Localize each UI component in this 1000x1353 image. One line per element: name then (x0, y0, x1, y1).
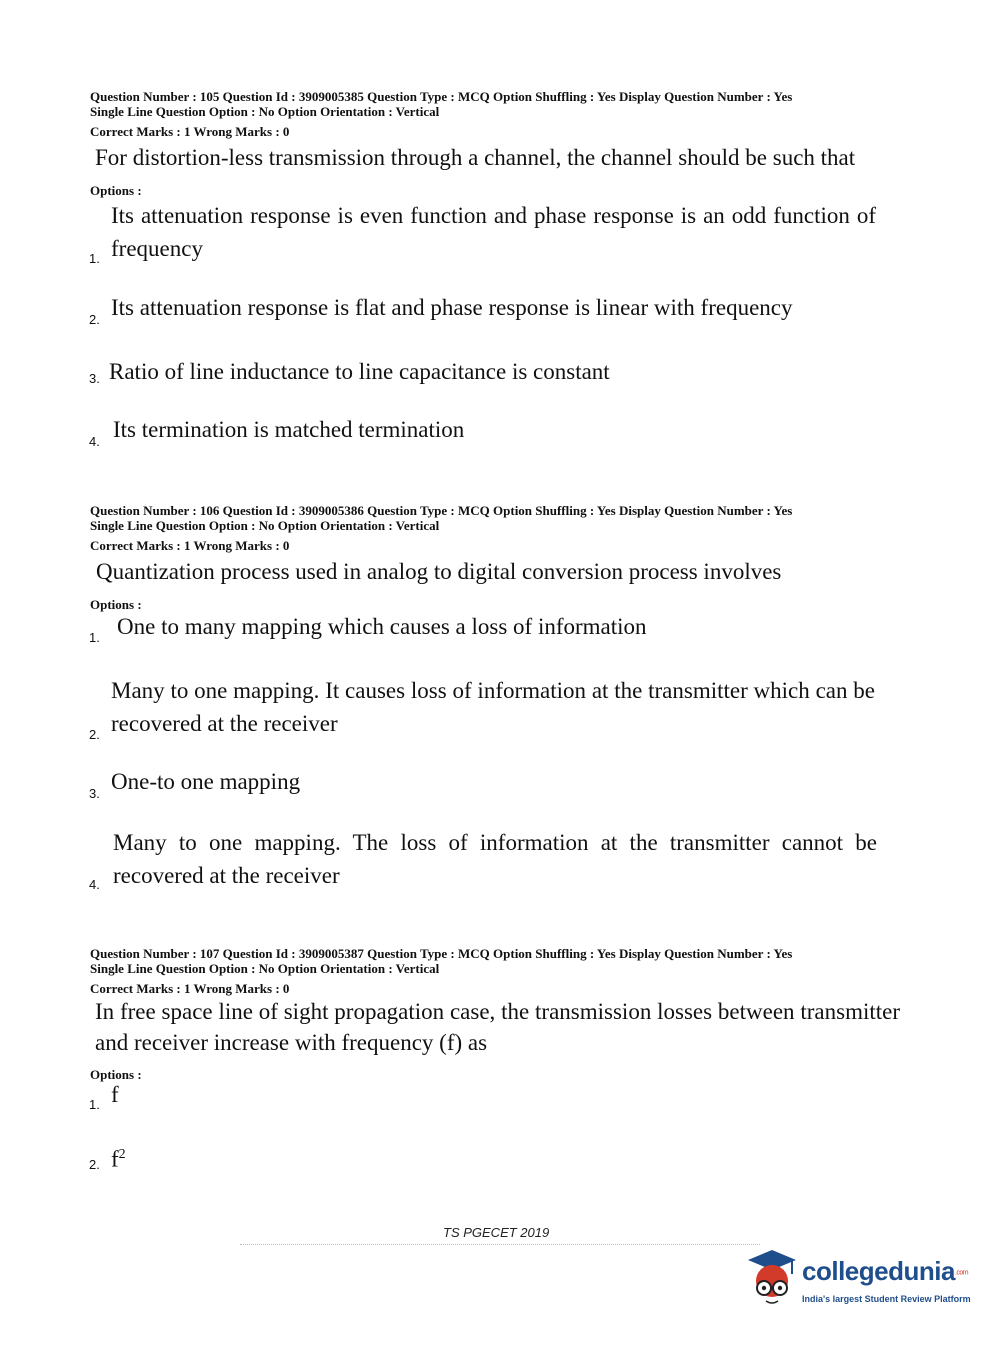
question-meta-line1: Question Number : 107 Question Id : 3909005387 Question Type : MCQ Option Shuffling : Yes Display Question Number : Yes (90, 946, 793, 961)
question-meta-line2: Single Line Question Option : No Option Orientation : Vertical (90, 518, 440, 533)
option-text: Its attenuation response is even function and phase response is an odd function of frequency (111, 203, 876, 261)
footer-divider (240, 1244, 760, 1245)
option-text: One to many mapping which causes a loss of information (117, 614, 647, 639)
question-marks: Correct Marks : 1 Wrong Marks : 0 (90, 981, 290, 996)
option-text: Its termination is matched termination (113, 417, 465, 442)
logo-tagline: India's largest Student Review Platform (802, 1294, 971, 1304)
options-label: Options : (90, 183, 142, 198)
logo-name-text: collegedunia (802, 1256, 955, 1286)
question-meta-line2: Single Line Question Option : No Option Orientation : Vertical (90, 104, 440, 119)
option-text-base: f (111, 1146, 119, 1172)
option-number: 1. (89, 1097, 100, 1112)
option-number: 2. (89, 727, 100, 742)
option-text: One-to one mapping (111, 769, 301, 794)
question-meta-line1: Question Number : 105 Question Id : 3909005385 Question Type : MCQ Option Shuffling : Yes Display Question Number : Yes (90, 89, 793, 104)
option-text: f (111, 1082, 119, 1107)
option-number: 1. (89, 630, 100, 645)
option-number: 4. (89, 877, 100, 892)
logo-suffix: .com (954, 1269, 969, 1277)
option-text (111, 1138, 881, 1176)
question-text: In free space line of sight propagation case, the transmission losses between transmitter and receiver increase with frequency (f) as (95, 999, 900, 1055)
option-number: 4. (89, 434, 100, 449)
options-label: Options : (90, 597, 142, 612)
option-number: 2. (89, 1157, 100, 1172)
option-number: 3. (89, 786, 100, 801)
option-number: 3. (89, 371, 100, 386)
mascot-icon (742, 1248, 802, 1310)
question-marks: Correct Marks : 1 Wrong Marks : 0 (90, 538, 290, 553)
option-text: Ratio of line inductance to line capacitance is constant (109, 359, 610, 384)
logo-wordmark (802, 1256, 968, 1287)
option-text-superscript: 2 (118, 1147, 126, 1162)
options-label: Options : (90, 1067, 142, 1082)
question-meta-line1: Question Number : 106 Question Id : 3909005386 Question Type : MCQ Option Shuffling : Yes Display Question Number : Yes (90, 503, 793, 518)
option-text: Many to one mapping. The loss of information at the transmitter cannot be recovered at the receiver (113, 830, 877, 888)
question-text: For distortion-less transmission through a channel, the channel should be such that (95, 145, 856, 170)
question-text: Quantization process used in analog to digital conversion process involves (96, 559, 782, 584)
option-text: Its attenuation response is flat and phase response is linear with frequency (111, 295, 793, 320)
question-meta-line2: Single Line Question Option : No Option Orientation : Vertical (90, 961, 440, 976)
option-number: 1. (89, 251, 100, 266)
option-text: Many to one mapping. It causes loss of information at the transmitter which can be recovered at the receiver (111, 678, 875, 736)
option-number: 2. (89, 312, 100, 327)
question-marks: Correct Marks : 1 Wrong Marks : 0 (90, 124, 290, 139)
collegedunia-logo (742, 1248, 982, 1318)
footer-exam-name: TS PGECET 2019 (443, 1225, 550, 1240)
